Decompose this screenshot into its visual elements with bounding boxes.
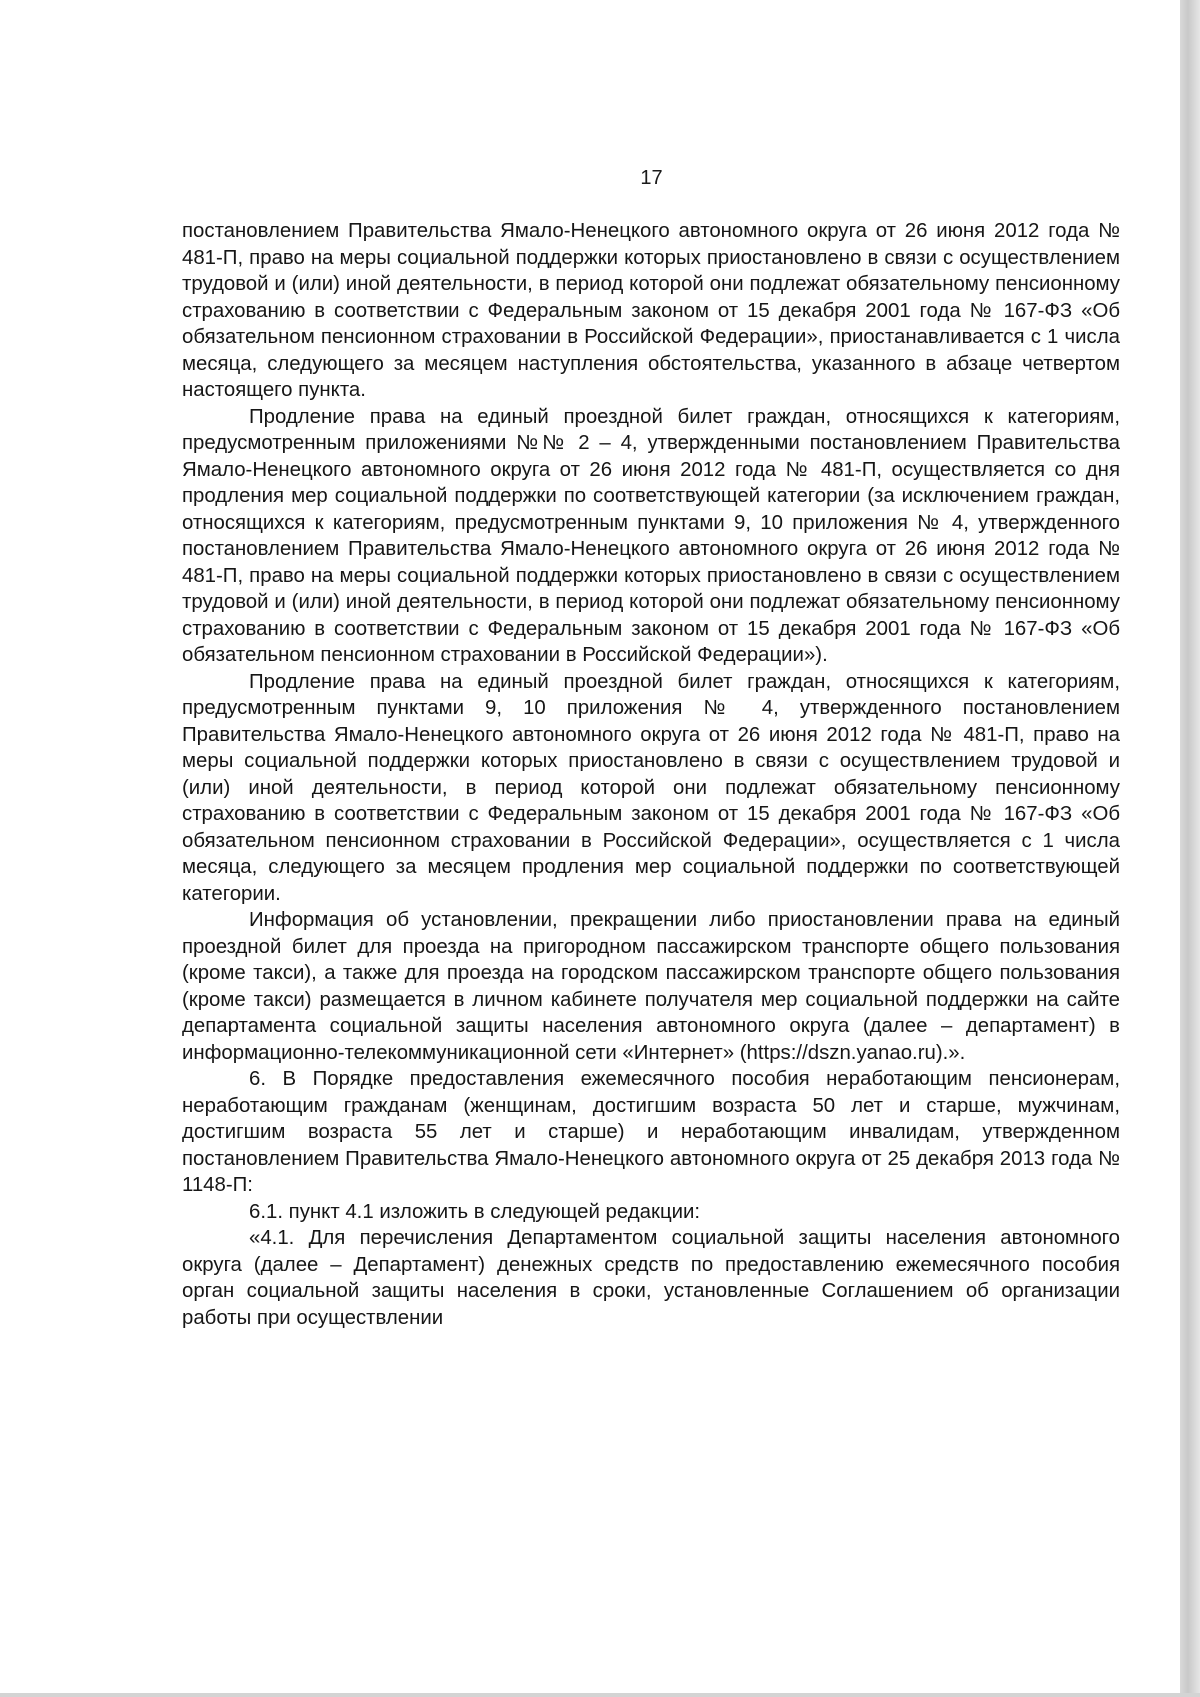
paragraph-information-publication: Информация об установлении, прекращении либо приостановлении права на единый проездной билет для проезда на пригородном пассажирском транспорте общего пользования (кроме такси), а также для проезда на городском пассажирском транспорте общего пользования (кроме такси) размещается в личном кабинете получателя мер социальной поддержки на сайте департамента социальной защиты населения автономного округа (далее – департамент) в информационно-телекоммуникационной сети «Интернет» (https://dszn.yanao.ru).». <box>182 909 1120 1064</box>
page-bottom-edge <box>0 1693 1200 1697</box>
document-body <box>182 218 1120 1331</box>
paragraph-item-4-1: «4.1. Для перечисления Департаментом социальной защиты населения автономного округа (далее – Департамент) денежных средств по предоставлению ежемесячного пособия орган социальной защиты населения в сроки, установленные Соглашением об организации работы при осуществлении <box>182 1227 1120 1329</box>
paragraph-ticket-extension-categories: Продление права на единый проездной билет граждан, относящихся к категориям, предусмотренным приложениями №№ 2 – 4, утвержденными постановлением Правительства Ямало-Ненецкого автономного округа от 26 июня 2012 года № 481-П, осуществляется со дня продления мер социальной поддержки по соответствующей категории (за исключением граждан, относящихся к категориям, предусмотренным пунктами 9, 10 приложения № 4, утвержденного постановлением Правительства Ямало-Ненецкого автономного округа от 26 июня 2012 года № 481-П, право на меры социальной поддержки которых приостановлено в связи с осуществлением трудовой и (или) иной деятельности, в период которой они подлежат обязательному пенсионному страхованию в соответствии с Федеральным законом от 15 декабря 2001 года № 167-ФЗ «Об обязательном пенсионном страховании в Российской Федерации»). <box>182 405 1120 666</box>
paragraph-ticket-extension-working: Продление права на единый проездной билет граждан, относящихся к категориям, предусмотренным пунктами 9, 10 приложения № 4, утвержденного постановлением Правительства Ямало-Ненецкого автономного округа от 26 июня 2012 года № 481-П, право на меры социальной поддержки которых приостановлено в связи с осуществлением трудовой и (или) иной деятельности, в период которой они подлежат обязательному пенсионному страхованию в соответствии с Федеральным законом от 15 декабря 2001 года № 167-ФЗ «Об обязательном пенсионном страховании в Российской Федерации», осуществляется с 1 числа месяца, следующего за месяцем продления мер социальной поддержки по соответствующей категории. <box>182 670 1120 905</box>
paragraph-continuation: постановлением Правительства Ямало-Ненецкого автономного округа от 26 июня 2012 года № 481-П, право на меры социальной поддержки которых приостановлено в связи с осуществлением трудовой и (или) иной деятельности, в период которой они подлежат обязательному пенсионному страхованию в соответствии с Федеральным законом от 15 декабря 2001 года № 167-ФЗ «Об обязательном пенсионном страховании в Российской Федерации», приостанавливается с 1 числа месяца, следующего за месяцем наступления обстоятельства, указанного в абзаце четвертом настоящего пункта. <box>182 220 1120 401</box>
paragraph-item-6-1: 6.1. пункт 4.1 изложить в следующей редакции: <box>249 1200 701 1223</box>
page-edge-shadow <box>1180 0 1200 1697</box>
page-number: 17 <box>640 167 663 189</box>
paragraph-item-6: 6. В Порядке предоставления ежемесячного пособия неработающим пенсионерам, неработающим гражданам (женщинам, достигшим возраста 50 лет и старше, мужчинам, достигшим возраста 55 лет и старше) и неработающим инвалидам, утвержденном постановлением Правительства Ямало-Ненецкого автономного округа от 25 декабря 2013 года № 1148-П: <box>182 1068 1120 1196</box>
